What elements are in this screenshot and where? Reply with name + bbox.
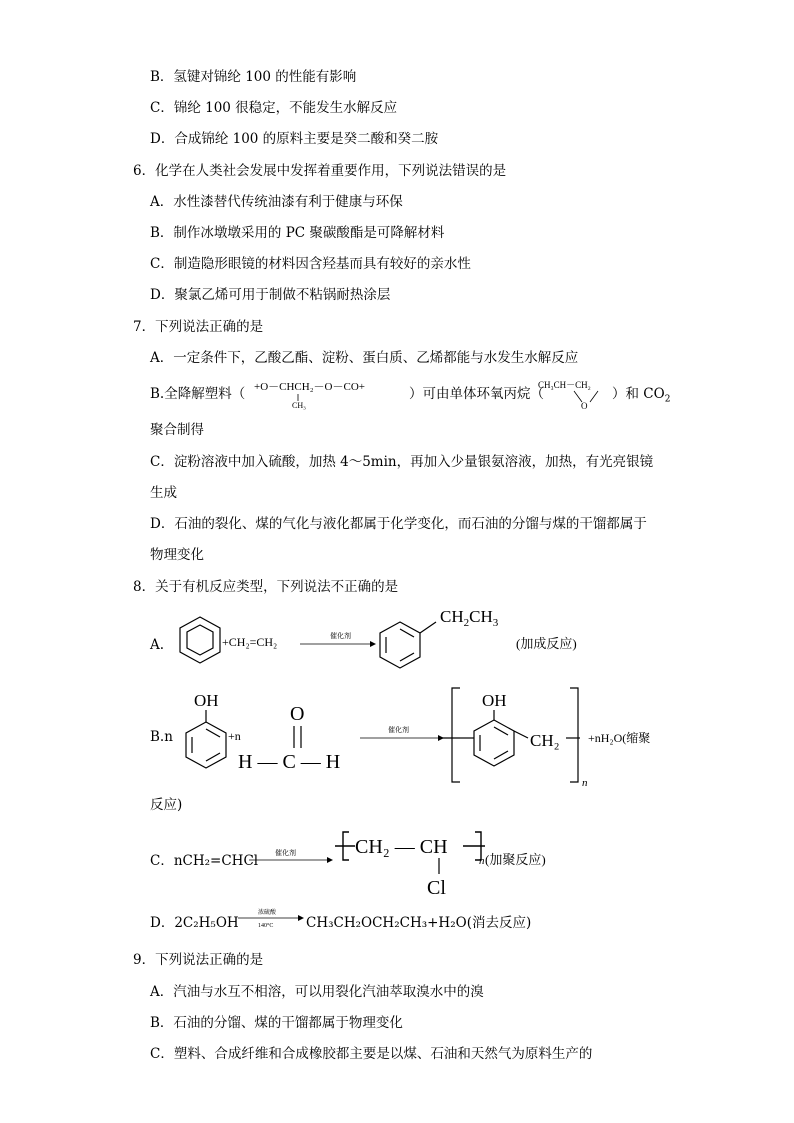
epoxy-chain: CH₃CH－CH₂ — [538, 380, 591, 390]
catalyst-label: 催化剂 — [330, 632, 351, 640]
q5-option-d: D．合成锦纶 100 的原料主要是癸二酸和癸二胺 — [150, 131, 439, 147]
q9-option-a: A．汽油与水互不相溶，可以用裂化汽油萃取溴水中的溴 — [150, 984, 484, 1000]
addition-type: (加成反应) — [516, 636, 577, 651]
addition-polymerization-type: (加聚反应) — [485, 852, 546, 867]
poly-repeat-unit: +O－CHCH₂－O－CO+ — [254, 381, 365, 393]
q7-option-d: D．石油的裂化、煤的气化与液化都属于化学变化，而石油的分馏与煤的干馏都属于 — [150, 516, 647, 532]
q7-b-mid: ）可由单体环氧丙烷（ — [409, 386, 544, 402]
q8-b-label: B.n — [150, 729, 173, 745]
c-catalyst-label: 催化剂 — [275, 849, 296, 857]
pvc-chlorine: Cl — [427, 877, 446, 899]
q8-d-product: CH₃CH₂OCH₂CH₃+H₂O(消去反应) — [306, 915, 532, 931]
q8-d-label: D．2C₂H₅OH — [150, 915, 239, 931]
q8-b-continued: 反应) — [150, 797, 183, 813]
d-cond-temp: 140°C — [258, 923, 274, 929]
q6-option-d: D．聚氯乙烯可用于制做不粘锅耐热涂层 — [150, 287, 391, 303]
q8-a-label: A. — [150, 637, 165, 653]
benzene-ring — [180, 617, 220, 663]
polymer-ring — [460, 710, 528, 766]
epoxy-oxygen: O — [581, 401, 588, 410]
q7-d-continued: 物理变化 — [150, 547, 204, 563]
c-degree-n: n — [479, 855, 485, 867]
q7-option-b — [150, 385, 245, 403]
q9-option-c: C．塑料、合成纤维和合成橡胶都主要是以煤、石油和天然气为原料生产的 — [150, 1046, 593, 1062]
phenol-oh: OH — [194, 691, 219, 710]
pvc-chain: CH₂ — CH — [355, 836, 448, 858]
q7-c-continued: 生成 — [150, 485, 177, 501]
ethyl-group: $CH_2CH_3$ — [440, 607, 499, 629]
poly-methyl: CH₃ — [292, 401, 306, 410]
d-cond-acid: 浓硫酸 — [258, 910, 277, 916]
b-degree-n: n — [582, 777, 588, 789]
q8-c-reaction — [245, 822, 565, 902]
epoxypropane-structure — [534, 374, 614, 410]
q9-stem: 9．下列说法正确的是 — [133, 952, 264, 968]
q6-option-c: C．制造隐形眼镜的材料因含羟基而具有较好的亲水性 — [150, 256, 471, 272]
q6-option-a: A．水性漆替代传统油漆有利于健康与环保 — [150, 194, 403, 210]
b-catalyst-label: 催化剂 — [388, 726, 409, 734]
q7-b-continued: 聚合制得 — [150, 422, 204, 438]
q8-a-reaction — [170, 600, 630, 680]
q7-b-prefix: B.全降解塑料（ — [150, 386, 246, 402]
q7-option-c: C．淀粉溶液中加入硫酸，加热 4～5min，再加入少量银氨溶液，加热，有光亮银镜 — [150, 454, 654, 470]
b-plus-n: +n — [228, 729, 241, 743]
polycarbonate-structure — [250, 374, 410, 410]
q8-b-reaction — [170, 682, 700, 792]
q6-option-b: B．制作冰墩墩采用的 PC 聚碳酸酯是可降解材料 — [150, 225, 445, 241]
b-water-type: +nH₂O(缩聚 — [588, 731, 651, 745]
q7-option-a: A．一定条件下，乙酸乙酯、淀粉、蛋白质、乙烯都能与水发生水解反应 — [150, 350, 579, 366]
q9-option-b: B．石油的分馏、煤的干馏都属于物理变化 — [150, 1015, 403, 1031]
polymer-ch2: CH₂ — [530, 731, 560, 750]
q8-d-arrow — [236, 906, 306, 930]
q8-stem: 8．关于有机反应类型，下列说法不正确的是 — [133, 579, 399, 595]
q6-stem: 6．化学在人类社会发展中发挥着重要作用，下列说法错误的是 — [133, 163, 507, 179]
q5-option-c: C．锦纶 100 很稳定，不能发生水解反应 — [150, 100, 398, 116]
q7-b-post: ）和 $CO_2$ — [612, 386, 671, 405]
q5-option-b: B．氢键对锦纶 100 的性能有影响 — [150, 69, 357, 85]
q8-c-label: C．nCH₂=CHCl — [150, 853, 259, 869]
ethylene-reagent: +CH₂=CH₂ — [222, 635, 278, 649]
formaldehyde-hch: H — C — H — [238, 751, 341, 773]
formaldehyde-oxygen: O — [290, 703, 305, 725]
ethylbenzene-ring — [380, 622, 436, 668]
q7-stem: 7．下列说法正确的是 — [133, 319, 264, 335]
polymer-oh: OH — [482, 691, 507, 710]
phenol-ring — [186, 710, 226, 768]
